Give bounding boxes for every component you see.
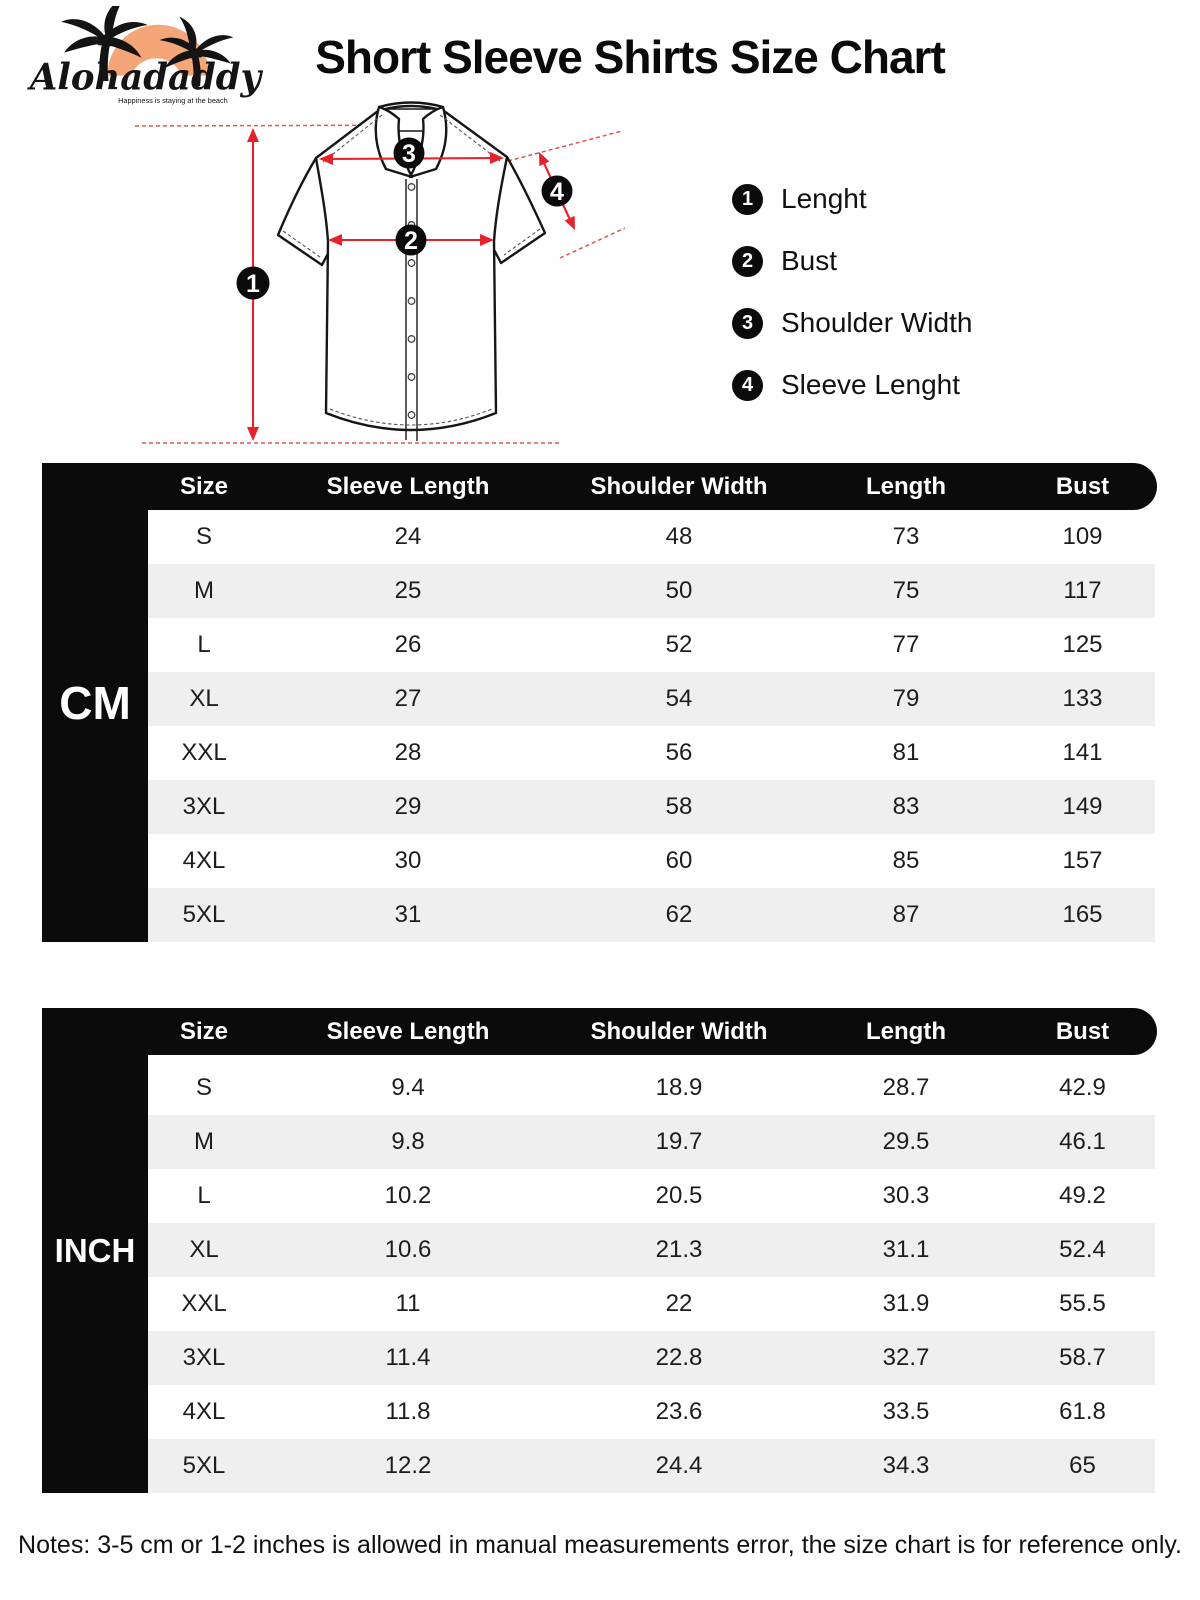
legend-number-badge: 2 <box>732 246 763 277</box>
value-cell: 11.8 <box>385 1398 431 1425</box>
legend-number-badge: 4 <box>732 370 763 401</box>
table-row <box>148 618 1155 672</box>
value-cell: 11 <box>395 1290 421 1317</box>
size-cell: 5XL <box>182 1452 226 1479</box>
table-row <box>148 1439 1155 1493</box>
value-cell: 31 <box>394 901 422 928</box>
unit-band <box>42 463 148 942</box>
table-row <box>148 1061 1155 1115</box>
table-header-row <box>42 1008 1157 1055</box>
size-cell: 4XL <box>182 847 226 874</box>
value-cell: 149 <box>1062 793 1103 820</box>
size-cell: S <box>195 523 212 550</box>
value-cell: 60 <box>665 847 693 874</box>
value-cell: 83 <box>892 793 920 820</box>
value-cell: 12.2 <box>384 1452 432 1479</box>
arrowhead-icon <box>247 427 259 441</box>
table-body <box>148 1061 1155 1493</box>
legend-item-sleeve-length <box>732 368 972 402</box>
legend-number-badge: 3 <box>732 308 763 339</box>
marker-2: 2 <box>404 227 418 255</box>
size-cell: XXL <box>181 739 227 766</box>
legend-item-bust <box>732 244 972 278</box>
value-cell: 33.5 <box>882 1398 930 1425</box>
value-cell: 52 <box>665 631 693 658</box>
arrowhead-icon <box>247 128 259 142</box>
notes-text: Notes: 3-5 cm or 1-2 inches is allowed in manual measurements error, the size chart is for reference only. <box>18 1531 1182 1559</box>
marker-1: 1 <box>246 270 260 298</box>
value-cell: 29.5 <box>882 1128 930 1155</box>
value-cell: 61.8 <box>1059 1398 1106 1425</box>
value-cell: 10.6 <box>384 1236 432 1263</box>
value-cell: 10.2 <box>384 1182 432 1209</box>
legend-label: Shoulder Width <box>781 307 973 338</box>
value-cell: 25 <box>394 577 422 604</box>
value-cell: 165 <box>1062 901 1103 928</box>
size-table-cm <box>42 463 1157 942</box>
table-body <box>148 510 1155 942</box>
value-cell: 58.7 <box>1059 1344 1106 1371</box>
size-cell: XL <box>189 1236 219 1263</box>
column-header: Length <box>866 1017 946 1045</box>
value-cell: 125 <box>1062 631 1103 658</box>
size-cell: L <box>197 631 211 658</box>
table-row <box>148 1331 1155 1385</box>
table-row <box>148 888 1155 942</box>
column-header: Shoulder Width <box>590 472 768 500</box>
column-header: Bust <box>1055 1017 1110 1045</box>
value-cell: 24 <box>394 523 422 550</box>
value-cell: 19.7 <box>655 1128 703 1155</box>
value-cell: 31.9 <box>882 1290 930 1317</box>
column-header: Bust <box>1055 472 1110 500</box>
value-cell: 28.7 <box>882 1074 930 1101</box>
value-cell: 23.6 <box>655 1398 703 1425</box>
size-cell: M <box>194 577 214 604</box>
legend-label: Sleeve Lenght <box>781 369 961 400</box>
unit-label: CM <box>59 676 131 729</box>
value-cell: 18.9 <box>655 1074 703 1101</box>
unit-band <box>42 1008 148 1493</box>
legend-label: Lenght <box>781 183 867 214</box>
table-header-row <box>42 463 1157 510</box>
value-cell: 32.7 <box>882 1344 930 1371</box>
column-header: Shoulder Width <box>590 1017 768 1045</box>
column-header: Size <box>179 1017 229 1045</box>
legend-number-badge: 1 <box>732 184 763 215</box>
value-cell: 56 <box>665 739 693 766</box>
value-cell: 24.4 <box>655 1452 703 1479</box>
table-row <box>148 834 1155 888</box>
marker-3: 3 <box>402 140 416 168</box>
value-cell: 31.1 <box>882 1236 930 1263</box>
value-cell: 48 <box>665 523 693 550</box>
brand-name: Alohadaddy <box>26 55 264 99</box>
value-cell: 65 <box>1069 1452 1096 1479</box>
value-cell: 54 <box>665 685 693 712</box>
size-cell: 4XL <box>182 1398 226 1425</box>
column-header: Sleeve Length <box>326 1017 490 1045</box>
value-cell: 77 <box>892 631 920 658</box>
value-cell: 27 <box>394 685 422 712</box>
value-cell: 52.4 <box>1059 1236 1106 1263</box>
value-cell: 30.3 <box>882 1182 930 1209</box>
value-cell: 30 <box>394 847 422 874</box>
size-cell: 5XL <box>182 901 226 928</box>
value-cell: 85 <box>892 847 920 874</box>
size-cell: 3XL <box>182 1344 226 1371</box>
sleeve-top-guide-line <box>508 131 622 161</box>
size-cell: L <box>197 1182 211 1209</box>
size-cell: M <box>194 1128 214 1155</box>
value-cell: 11.4 <box>385 1344 431 1371</box>
value-cell: 28 <box>394 739 422 766</box>
value-cell: 87 <box>892 901 920 928</box>
legend-item-length <box>732 182 972 216</box>
table-row <box>148 672 1155 726</box>
size-cell: XXL <box>181 1290 227 1317</box>
column-header: Sleeve Length <box>326 472 490 500</box>
shirt-measurement-diagram <box>120 95 630 460</box>
value-cell: 55.5 <box>1059 1290 1106 1317</box>
value-cell: 50 <box>665 577 693 604</box>
size-cell: S <box>195 1074 212 1101</box>
page-title: Short Sleeve Shirts Size Chart <box>315 31 945 83</box>
value-cell: 81 <box>892 739 920 766</box>
value-cell: 20.5 <box>655 1182 703 1209</box>
value-cell: 62 <box>665 901 693 928</box>
legend-item-shoulder-width <box>732 306 972 340</box>
column-header: Size <box>179 472 229 500</box>
legend-label: Bust <box>781 245 838 276</box>
table-row <box>148 780 1155 834</box>
measurement-legend <box>732 182 972 430</box>
value-cell: 34.3 <box>882 1452 930 1479</box>
value-cell: 133 <box>1062 685 1103 712</box>
table-row <box>148 564 1155 618</box>
table-row <box>148 1169 1155 1223</box>
value-cell: 22 <box>665 1290 693 1317</box>
unit-label: INCH <box>54 1231 136 1269</box>
value-cell: 157 <box>1062 847 1103 874</box>
value-cell: 42.9 <box>1059 1074 1106 1101</box>
value-cell: 141 <box>1062 739 1103 766</box>
table-row <box>148 510 1155 564</box>
table-row <box>148 1115 1155 1169</box>
marker-4: 4 <box>550 178 564 206</box>
value-cell: 73 <box>892 523 920 550</box>
size-cell: XL <box>189 685 219 712</box>
size-cell: 3XL <box>182 793 226 820</box>
value-cell: 9.8 <box>391 1128 425 1155</box>
value-cell: 9.4 <box>391 1074 425 1101</box>
value-cell: 46.1 <box>1059 1128 1106 1155</box>
value-cell: 79 <box>892 685 920 712</box>
table-row <box>148 1277 1155 1331</box>
column-header: Length <box>866 472 946 500</box>
value-cell: 49.2 <box>1059 1182 1106 1209</box>
size-table-inch <box>42 1008 1157 1493</box>
table-row <box>148 1223 1155 1277</box>
value-cell: 109 <box>1062 523 1103 550</box>
value-cell: 21.3 <box>655 1236 703 1263</box>
value-cell: 117 <box>1063 577 1102 604</box>
sleeve-bottom-guide-line <box>560 228 625 258</box>
table-row <box>148 1385 1155 1439</box>
value-cell: 26 <box>394 631 422 658</box>
value-cell: 75 <box>892 577 920 604</box>
table-row <box>148 726 1155 780</box>
value-cell: 29 <box>394 793 422 820</box>
value-cell: 22.8 <box>655 1344 703 1371</box>
brand-tagline: Happiness is staying at the beach <box>118 96 228 106</box>
value-cell: 58 <box>665 793 693 820</box>
